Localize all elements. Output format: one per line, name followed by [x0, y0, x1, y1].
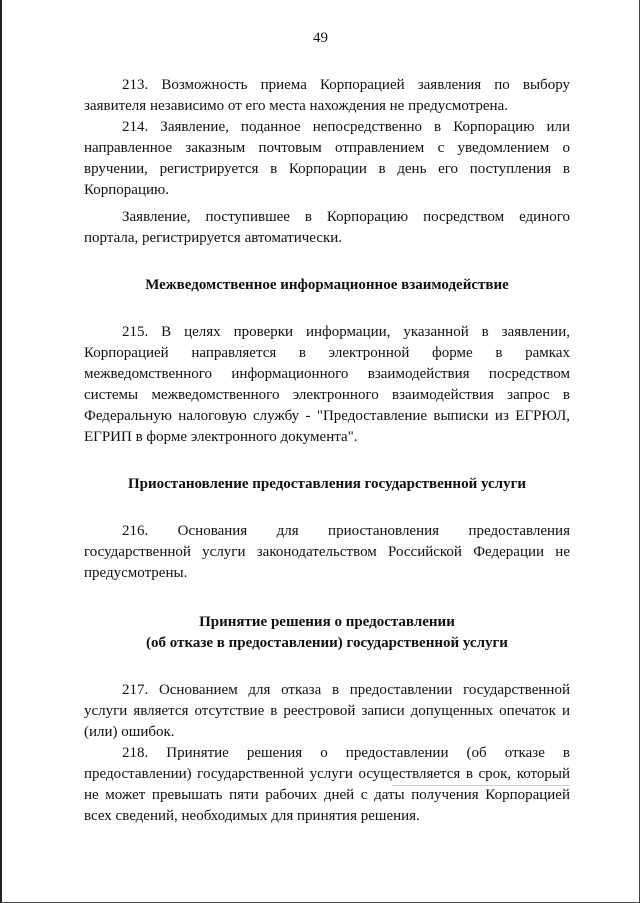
- document-body: [84, 75, 570, 827]
- page-number: 49: [313, 30, 328, 46]
- scan-artifact-line: [392, 785, 570, 786]
- paragraph-217: 217. Основанием для отказа в предоставлении государственной услуги является отсутствие в реестровой записи допущенных опечаток и (или) ошибок.: [84, 682, 570, 740]
- section-heading-decision-line2: (об отказе в предоставлении) государственной услуги: [146, 635, 508, 651]
- paragraph-213: 213. Возможность приема Корпорацией заявления по выбору заявителя независимо от его места нахождения не предусмотрена.: [84, 77, 570, 114]
- section-heading-decision-line1: Принятие решения о предоставлении: [199, 614, 455, 630]
- paragraph-216: 216. Основания для приостановления предоставления государственной услуги законодательством Российской Федерации не предусмотрены.: [84, 523, 570, 581]
- paragraph-218: 218. Принятие решения о предоставлении (об отказе в предоставлении) государственной услуги осуществляется в срок, который не может превышать пяти рабочих дней с даты получения Корпорацией всех сведений, необходимых для принятия решения.: [84, 745, 570, 824]
- paragraph-215: 215. В целях проверки информации, указанной в заявлении, Корпорацией направляется в электронной форме в рамках межведомственного информационного взаимодействия посредством системы межведомственного электронного взаимодействия запрос в Федеральную налоговую службу - "Предоставление выписки из ЕГРЮЛ, ЕГРИП в форме электронного документа".: [84, 324, 570, 445]
- section-heading-interagency: Межведомственное информационное взаимодействие: [145, 277, 509, 293]
- paragraph-214-electronic: Заявление, поступившее в Корпорацию посредством единого портала, регистрируется автоматически.: [84, 209, 570, 246]
- paragraph-214: 214. Заявление, поданное непосредственно в Корпорацию или направленное заказным почтовым отправлением с уведомлением о вручении, регистрируется в Корпорации в день его поступления в Корпорацию.: [84, 119, 570, 198]
- section-heading-suspension: Приостановление предоставления государственной услуги: [127, 476, 527, 492]
- section-heading-decision: [84, 610, 570, 654]
